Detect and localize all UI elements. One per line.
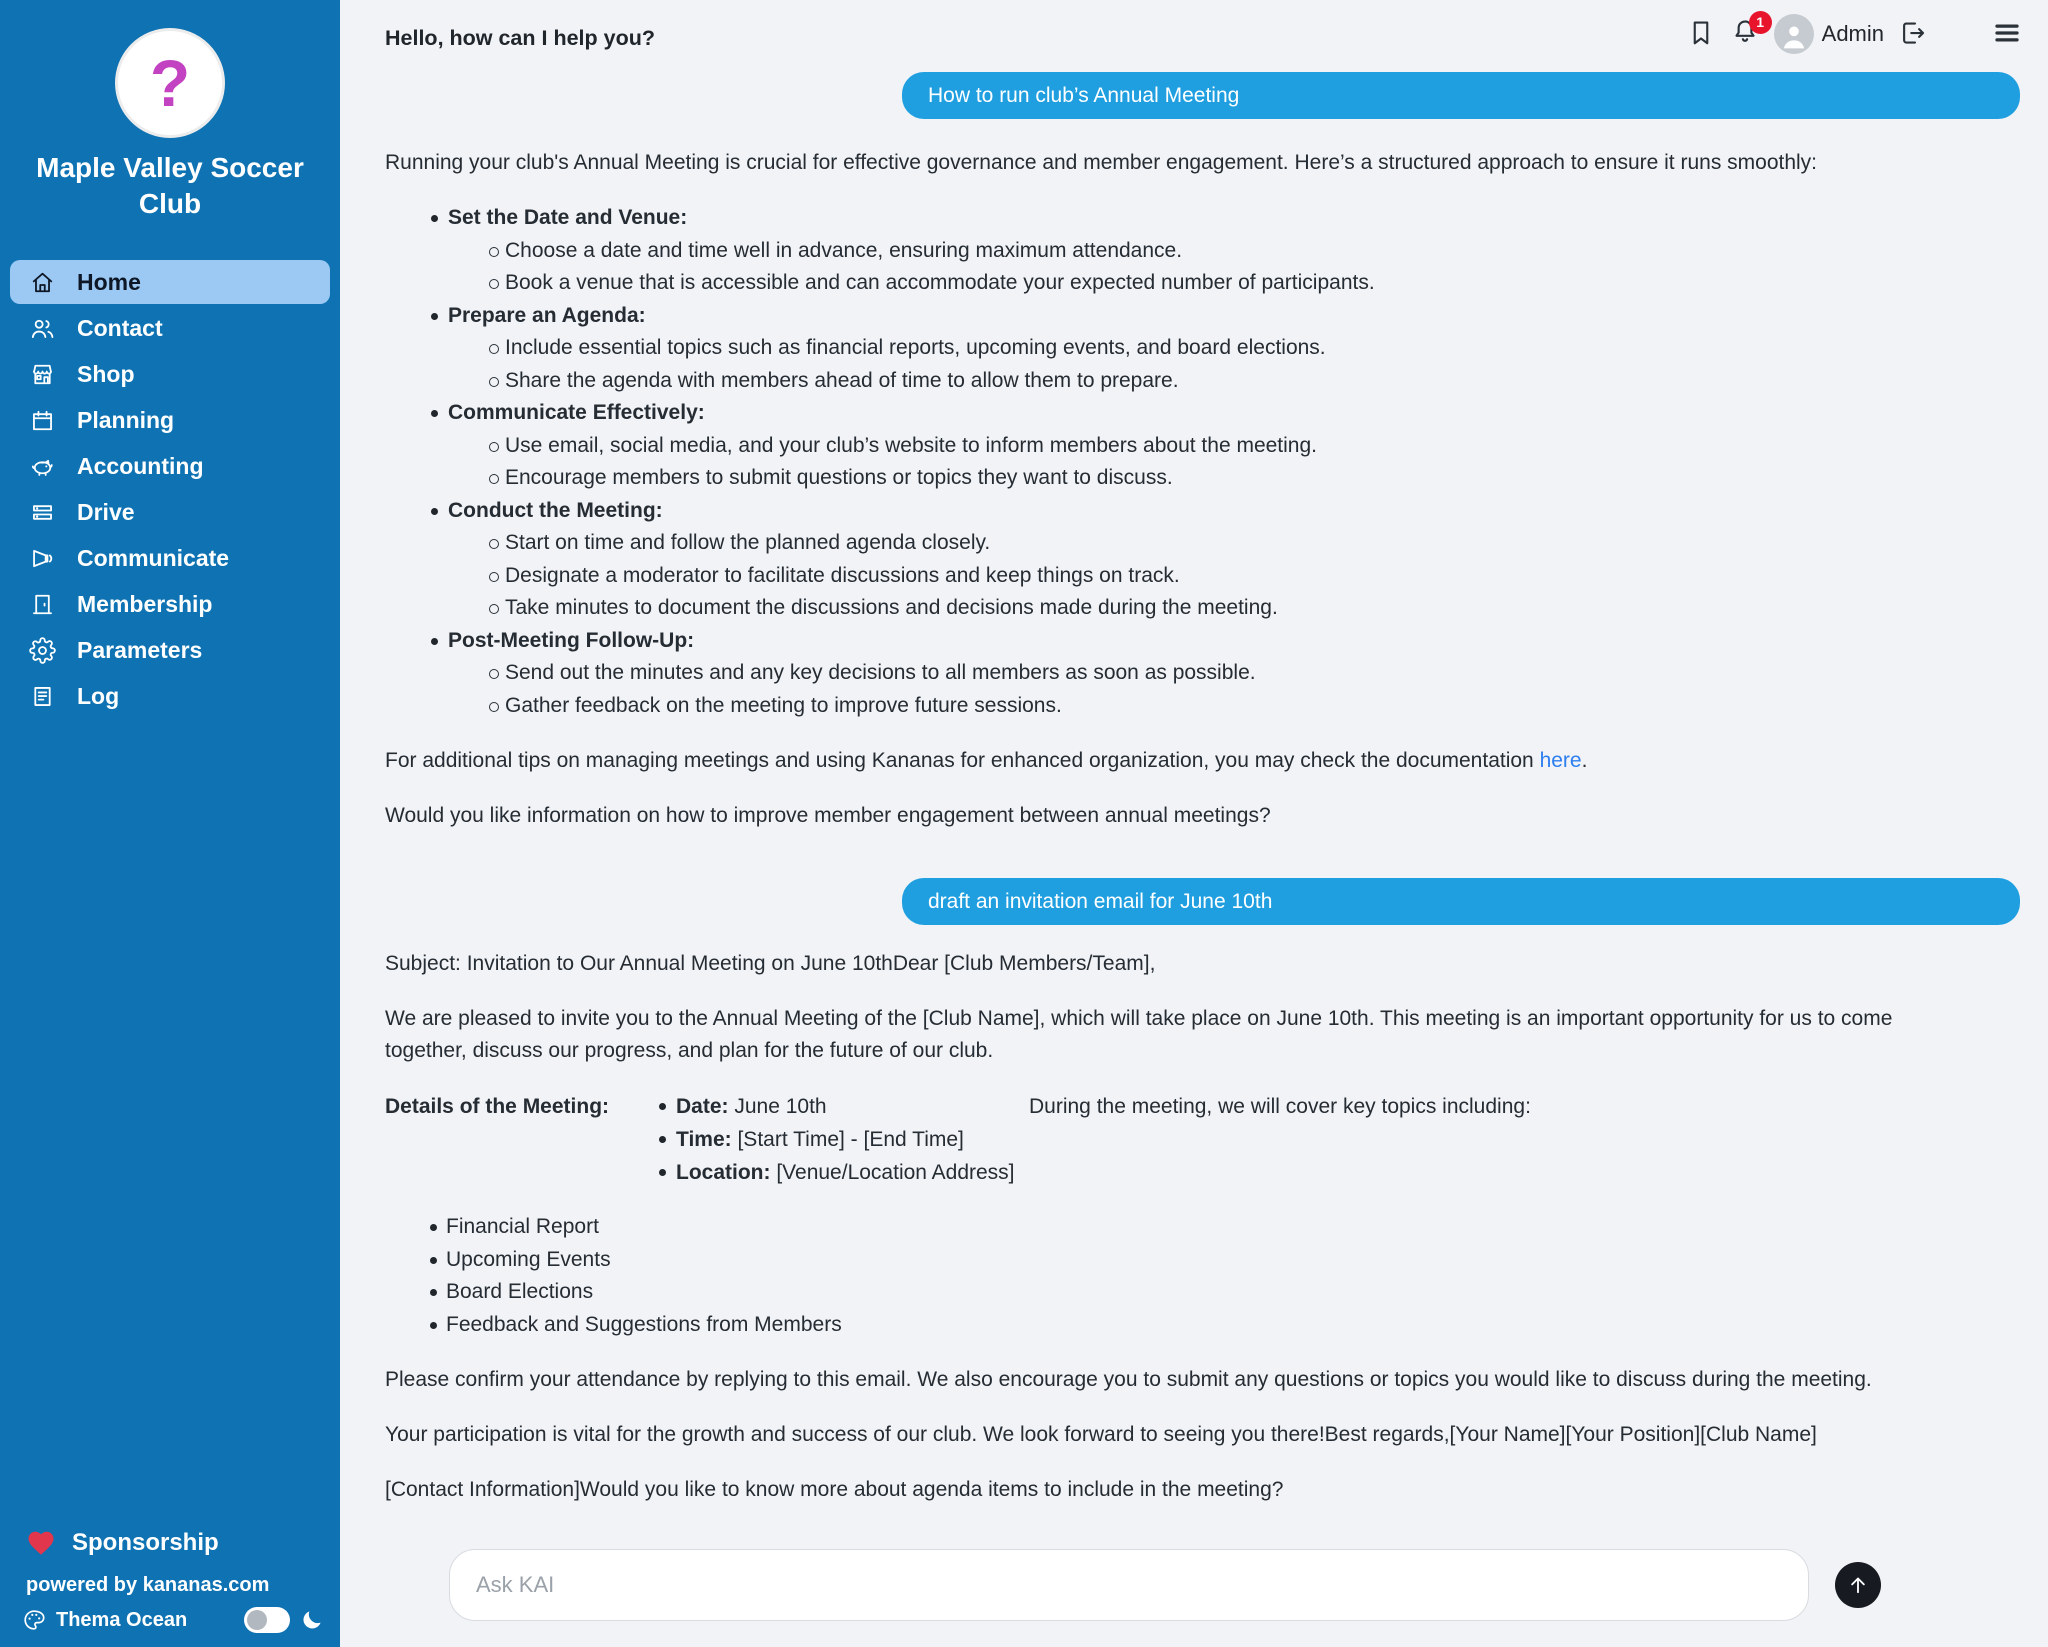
- meeting-step-title: Post-Meeting Follow-Up:: [448, 628, 695, 652]
- user-message-bubble: [902, 878, 2020, 925]
- page-title: Hello, how can I help you?: [385, 26, 655, 50]
- sponsorship-label: Sponsorship: [72, 1529, 219, 1556]
- meeting-step-items: [448, 332, 1915, 397]
- shop-icon: [29, 361, 56, 388]
- details-label: Details of the Meeting:: [385, 1095, 610, 1118]
- meeting-step: [385, 495, 1915, 625]
- notifications-button[interactable]: [1730, 14, 1765, 52]
- meeting-step-item: Designate a moderator to facilitate discussions and keep things on track.: [448, 560, 1915, 593]
- logout-button[interactable]: [1898, 18, 1928, 51]
- sidebar-item-label: Drive: [77, 498, 135, 525]
- topbar: [340, 0, 2048, 58]
- sidebar-item-drive[interactable]: [10, 490, 330, 534]
- meeting-step-item: Book a venue that is accessible and can accommodate your expected number of participants.: [448, 267, 1915, 300]
- sidebar-item-label: Accounting: [77, 452, 204, 479]
- meeting-details-row: [385, 1090, 1915, 1189]
- topic-item: Upcoming Events: [385, 1244, 2048, 1277]
- detail-label: Location:: [676, 1161, 771, 1184]
- meeting-step-item: Choose a date and time well in advance, ensuring maximum attendance.: [448, 235, 1915, 268]
- question-mark-logo-icon: ?: [149, 46, 191, 120]
- documentation-link[interactable]: here: [1539, 749, 1582, 772]
- sidebar-item-membership[interactable]: [10, 582, 330, 626]
- email-closing: Your participation is vital for the growth and success of our club. We look forward to seeing you there!Best regards,[Your Name][Your Position][Club Name]: [385, 1423, 1817, 1446]
- meeting-step-title: Conduct the Meeting:: [448, 498, 663, 522]
- main-area: [340, 0, 2048, 1647]
- user-menu[interactable]: [1774, 14, 1884, 54]
- heart-icon: [26, 1528, 56, 1558]
- ask-kai-input[interactable]: [449, 1549, 1809, 1621]
- doc-tip: [385, 745, 1915, 777]
- sidebar-item-label: Contact: [77, 314, 163, 341]
- meeting-step-item: Share the agenda with members ahead of time to allow them to prepare.: [448, 365, 1915, 398]
- meeting-step-items: [448, 235, 1915, 300]
- sidebar-item-label: Communicate: [77, 544, 230, 571]
- sidebar-item-accounting[interactable]: [10, 444, 330, 488]
- sidebar-item-label: Home: [77, 268, 141, 295]
- sidebar: [0, 0, 340, 1647]
- sidebar-item-sponsorship[interactable]: [0, 1528, 340, 1558]
- meeting-step-title: Prepare an Agenda:: [448, 303, 646, 327]
- meeting-step-items: [448, 527, 1915, 625]
- palette-icon: [22, 1608, 46, 1632]
- meeting-step: [385, 397, 1915, 495]
- arrow-up-icon: [1845, 1572, 1871, 1598]
- bookmark-button[interactable]: [1686, 18, 1716, 51]
- meeting-steps-list: [385, 202, 1915, 722]
- email-intro: We are pleased to invite you to the Annual Meeting of the [Club Name], which will take place on June 10th. This meeting is an important opportunity for us to come together, discuss our progress, and plan for the future of our club.: [385, 1007, 1893, 1062]
- toggle-knob: [247, 1610, 267, 1630]
- megaphone-icon: [29, 545, 56, 572]
- topics-list: [385, 1211, 2048, 1341]
- topbar-icons: [1686, 10, 2022, 58]
- topics-intro: During the meeting, we will cover key topics including:: [1029, 1095, 1531, 1118]
- assistant-intro: Running your club's Annual Meeting is crucial for effective governance and member engagement. Here’s a structured approach to ensure it runs smoothly:: [385, 151, 1818, 174]
- sidebar-item-label: Shop: [77, 360, 135, 387]
- user-name: Admin: [1821, 21, 1884, 46]
- sidebar-item-label: Parameters: [77, 636, 203, 663]
- sidebar-item-label: Membership: [77, 590, 213, 617]
- sidebar-item-label: Planning: [77, 406, 175, 433]
- bookmark-icon: [1686, 18, 1716, 48]
- menu-button[interactable]: [1992, 18, 2022, 51]
- detail-value: June 10th: [728, 1095, 827, 1118]
- meeting-step: [385, 625, 1915, 723]
- topic-item: Board Elections: [385, 1276, 2048, 1309]
- club-name: Maple Valley Soccer Club: [36, 152, 304, 219]
- meeting-step-title: Communicate Effectively:: [448, 401, 705, 424]
- detail-value: [Venue/Location Address]: [770, 1161, 1015, 1184]
- meeting-step-items: [448, 430, 1915, 495]
- theme-row: [0, 1607, 340, 1633]
- email-subject: Subject: Invitation to Our Annual Meeting on June 10thDear [Club Members/Team],: [385, 952, 1156, 975]
- detail-label: Date:: [676, 1095, 729, 1118]
- sidebar-nav: [0, 258, 340, 720]
- email-confirm: Please confirm your attendance by replying to this email. We also encourage you to submit any questions or topics you would like to discuss during the meeting.: [385, 1368, 1872, 1391]
- meeting-step-item: Encourage members to submit questions or topics they want to discuss.: [448, 462, 1915, 495]
- sidebar-item-label: Log: [77, 682, 120, 709]
- topic-item: Financial Report: [385, 1211, 2048, 1244]
- meeting-step-title: Set the Date and Venue:: [448, 206, 688, 229]
- home-icon: [29, 269, 56, 296]
- club-logo[interactable]: [115, 28, 225, 138]
- piggy-bank-icon: [29, 453, 56, 480]
- detail-item: [659, 1090, 1029, 1123]
- doc-tip-period: .: [1581, 749, 1588, 772]
- sidebar-item-parameters[interactable]: [10, 628, 330, 672]
- chat-area: [340, 58, 2048, 1529]
- meeting-step: [385, 300, 1915, 398]
- details-list: [659, 1090, 1029, 1189]
- sidebar-item-shop[interactable]: [10, 352, 330, 396]
- meeting-step-item: Take minutes to document the discussions and decisions made during the meeting.: [448, 592, 1915, 625]
- avatar: [1774, 14, 1814, 54]
- user-message-text: draft an invitation email for June 10th: [928, 890, 1273, 913]
- meeting-step-item: Use email, social media, and your club’s website to inform members about the meeting.: [448, 430, 1915, 463]
- composer: [340, 1549, 2048, 1621]
- detail-item: [659, 1156, 1029, 1189]
- email-contact: [Contact Information]Would you like to know more about agenda items to include in the meeting?: [385, 1478, 1284, 1501]
- gear-icon: [29, 637, 56, 664]
- sidebar-item-communicate[interactable]: [10, 536, 330, 580]
- detail-label: Time:: [676, 1128, 732, 1151]
- user-message-bubble: [902, 72, 2020, 119]
- drive-icon: [29, 499, 56, 526]
- theme-label: Thema Ocean: [56, 1608, 188, 1631]
- logout-icon: [1898, 18, 1928, 48]
- log-icon: [29, 683, 56, 710]
- sidebar-item-planning[interactable]: [10, 398, 330, 442]
- person-icon: [1777, 20, 1811, 54]
- powered-by-link[interactable]: powered by kananas.com: [26, 1574, 270, 1596]
- detail-item: [659, 1123, 1029, 1156]
- meeting-step-item: Include essential topics such as financial reports, upcoming events, and board elections.: [448, 332, 1915, 365]
- sidebar-item-contact[interactable]: [10, 306, 330, 350]
- sidebar-item-log[interactable]: [10, 674, 330, 718]
- meeting-step-item: Gather feedback on the meeting to improve future sessions.: [448, 690, 1915, 723]
- sidebar-item-home[interactable]: [10, 260, 330, 304]
- dark-mode-toggle[interactable]: [244, 1607, 290, 1633]
- hamburger-icon: [1992, 18, 2022, 48]
- contact-icon: [29, 315, 56, 342]
- meeting-step-item: Start on time and follow the planned agenda closely.: [448, 527, 1915, 560]
- meeting-step-item: Send out the minutes and any key decisions to all members as soon as possible.: [448, 657, 1915, 690]
- sidebar-footer: [0, 1528, 340, 1647]
- meeting-step-items: [448, 657, 1915, 722]
- notification-badge: 1: [1749, 11, 1772, 34]
- followup-question: Would you like information on how to improve member engagement between annual meetings?: [385, 804, 1271, 827]
- door-icon: [29, 591, 56, 618]
- send-button[interactable]: [1835, 1562, 1881, 1608]
- moon-icon: [300, 1608, 324, 1632]
- user-message-text: How to run club’s Annual Meeting: [928, 84, 1240, 107]
- detail-value: [Start Time] - [End Time]: [731, 1128, 964, 1151]
- doc-tip-text: For additional tips on managing meetings and using Kananas for enhanced organization, you may check the documentation: [385, 749, 1540, 772]
- topic-item: Feedback and Suggestions from Members: [385, 1309, 2048, 1342]
- calendar-icon: [29, 407, 56, 434]
- meeting-step: [385, 202, 1915, 300]
